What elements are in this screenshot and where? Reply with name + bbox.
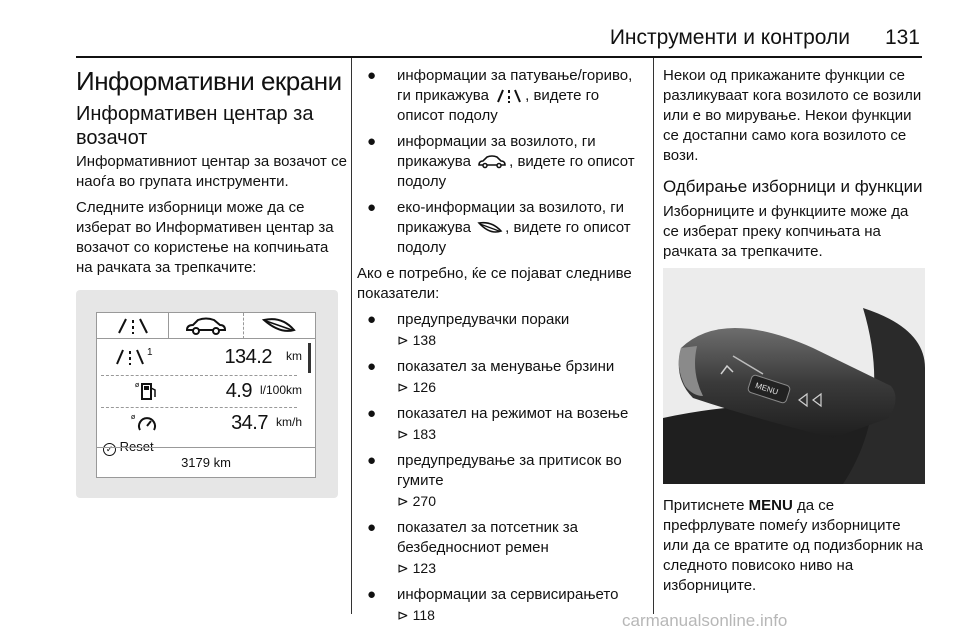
odometer-total: 3179 km — [97, 447, 315, 473]
trip-distance-unit: km — [286, 349, 302, 363]
check-circle-icon: ✓ — [103, 443, 116, 456]
list-item-text: предупредувачки пораки — [397, 311, 570, 328]
list-item-text-end: , видете го описот подолу — [397, 219, 631, 256]
column-divider — [653, 58, 654, 614]
tab-trip — [97, 313, 169, 339]
list-item — [357, 198, 647, 258]
chapter-title: Информативни екрани — [76, 66, 342, 96]
column-divider — [351, 58, 352, 614]
trip-distance-value: 134.2 — [224, 346, 272, 368]
page-reference[interactable] — [397, 332, 436, 348]
page-reference-number: 270 — [412, 493, 436, 509]
bullet-dot: ● — [367, 358, 377, 375]
page-reference-number: 138 — [412, 332, 436, 348]
list-item — [357, 310, 647, 351]
lever-illustration — [663, 268, 925, 484]
display-tab-bar — [97, 313, 315, 339]
list-item — [357, 132, 647, 192]
reference-arrow-icon: ⊳ — [397, 493, 409, 509]
menu-list — [357, 66, 647, 258]
list-item — [357, 451, 647, 512]
page-number: 131 — [884, 26, 920, 49]
page-header — [0, 0, 960, 56]
watermark-link[interactable]: carmanualsonline.info — [622, 611, 788, 630]
list-item-text: информации за возилото, ги прикажува — [397, 133, 596, 170]
fuel-consumption-value: 4.9 — [225, 380, 252, 402]
list-item-text: показател за потсетник за безбедносниот ремен — [397, 519, 578, 556]
menu-button-label: MENU — [754, 380, 780, 397]
average-speed-value: 34.7 — [231, 412, 268, 434]
bullet-dot: ● — [367, 586, 377, 603]
list-item-text-end: , видете го описот подолу — [397, 87, 600, 124]
reset-text: Reset — [119, 439, 154, 454]
page-reference-number: 126 — [412, 379, 436, 395]
eco-leaf-icon — [477, 221, 503, 235]
fuel-pump-icon — [135, 380, 159, 402]
car-icon — [183, 316, 229, 336]
page-reference-number: 123 — [412, 560, 436, 576]
reference-arrow-icon: ⊳ — [397, 332, 409, 348]
display-row-average-speed — [97, 407, 302, 437]
list-item-text: предупредување за притисок во гумите — [397, 452, 622, 489]
list-item-text-end: , видете го описот подолу — [397, 153, 635, 190]
list-item — [357, 357, 647, 398]
bullet-dot: ● — [367, 199, 377, 216]
instruction-text-end: да се префрлувате помеѓу изборниците или да се вратите од подизборник на следното повисоко ниво на изборниците. — [663, 497, 923, 594]
page-reference-number: 118 — [412, 607, 435, 623]
bullet-dot: ● — [367, 311, 377, 328]
menu-key-label: MENU — [748, 497, 793, 514]
average-speed-unit: km/h — [275, 415, 302, 429]
paragraph: Некои од прикажаните функции се разликуваат кога возилото се возили или е во мирување. Некои функции се достапни само кога возилото се вози. — [663, 67, 922, 164]
list-item-text: еко-информации за возилото, ги прикажува — [397, 199, 625, 236]
scroll-indicator — [308, 343, 311, 373]
svg-text:ø: ø — [131, 413, 136, 421]
display-row-fuel-consumption — [97, 375, 302, 405]
list-item — [357, 585, 647, 626]
paragraph: Информативниот центар за возачот се наоѓа во групата инструменти. — [76, 153, 347, 190]
page-reference[interactable] — [397, 560, 436, 576]
display-screen — [96, 312, 316, 478]
trip-icon — [113, 316, 153, 336]
bullet-dot: ● — [367, 519, 377, 536]
speedometer-icon — [131, 412, 159, 434]
column-1 — [76, 66, 348, 498]
list-item — [357, 404, 647, 445]
reference-arrow-icon: ⊳ — [397, 560, 409, 576]
tab-eco — [244, 313, 317, 339]
paragraph: Изборниците и функциите може да се изберат преку копчињата на рачката за трепкачите. — [663, 203, 909, 260]
car-icon — [477, 155, 507, 169]
turn-signal-lever-photo — [663, 268, 925, 484]
indicator-list — [357, 310, 647, 626]
subsection-heading: Одбирање изборници и функции — [663, 177, 923, 196]
list-item-text: информации за сервисирањето — [397, 586, 619, 603]
list-item — [357, 518, 647, 579]
page-reference[interactable] — [397, 493, 436, 509]
paragraph: Ако е потребно, ќе се појават следниве показатели: — [357, 265, 632, 302]
list-item-text: показател на режимот на возење — [397, 405, 629, 422]
section-heading: Информативен центар за возачот — [76, 103, 314, 149]
page-reference[interactable] — [397, 379, 436, 395]
svg-text:ø: ø — [135, 381, 140, 389]
list-item-text: информации за патување/гориво, ги прикажува — [397, 67, 633, 104]
trip-number: 1 — [147, 347, 153, 358]
bullet-dot: ● — [367, 133, 377, 150]
eco-leaf-icon — [260, 316, 300, 336]
column-2 — [357, 66, 647, 632]
list-item-text: показател за менување брзини — [397, 358, 615, 375]
header-rule — [76, 56, 922, 58]
column-3 — [663, 66, 925, 602]
page-reference-number: 183 — [412, 426, 436, 442]
driver-info-display-illustration — [76, 290, 338, 498]
trip-icon — [113, 347, 149, 367]
list-item — [357, 66, 647, 126]
trip-icon — [495, 88, 523, 104]
bullet-dot: ● — [367, 67, 377, 84]
paragraph — [663, 496, 925, 596]
reference-arrow-icon: ⊳ — [397, 426, 409, 442]
page-reference[interactable] — [397, 426, 436, 442]
reference-arrow-icon: ⊳ — [397, 607, 409, 623]
paragraph: Следните изборници може да се изберат во Информативен центар за возачот со користење на копчињата на рачката за трепкачите: — [76, 199, 334, 276]
page-reference[interactable] — [397, 607, 435, 623]
instruction-text-start: Притиснете — [663, 497, 745, 514]
display-row-trip-distance — [97, 341, 302, 371]
section-title: Инструменти и контроли — [609, 26, 850, 49]
tab-vehicle — [169, 313, 244, 339]
bullet-dot: ● — [367, 405, 377, 422]
reference-arrow-icon: ⊳ — [397, 379, 409, 395]
bullet-dot: ● — [367, 452, 377, 469]
fuel-consumption-unit: l/100km — [259, 383, 302, 397]
